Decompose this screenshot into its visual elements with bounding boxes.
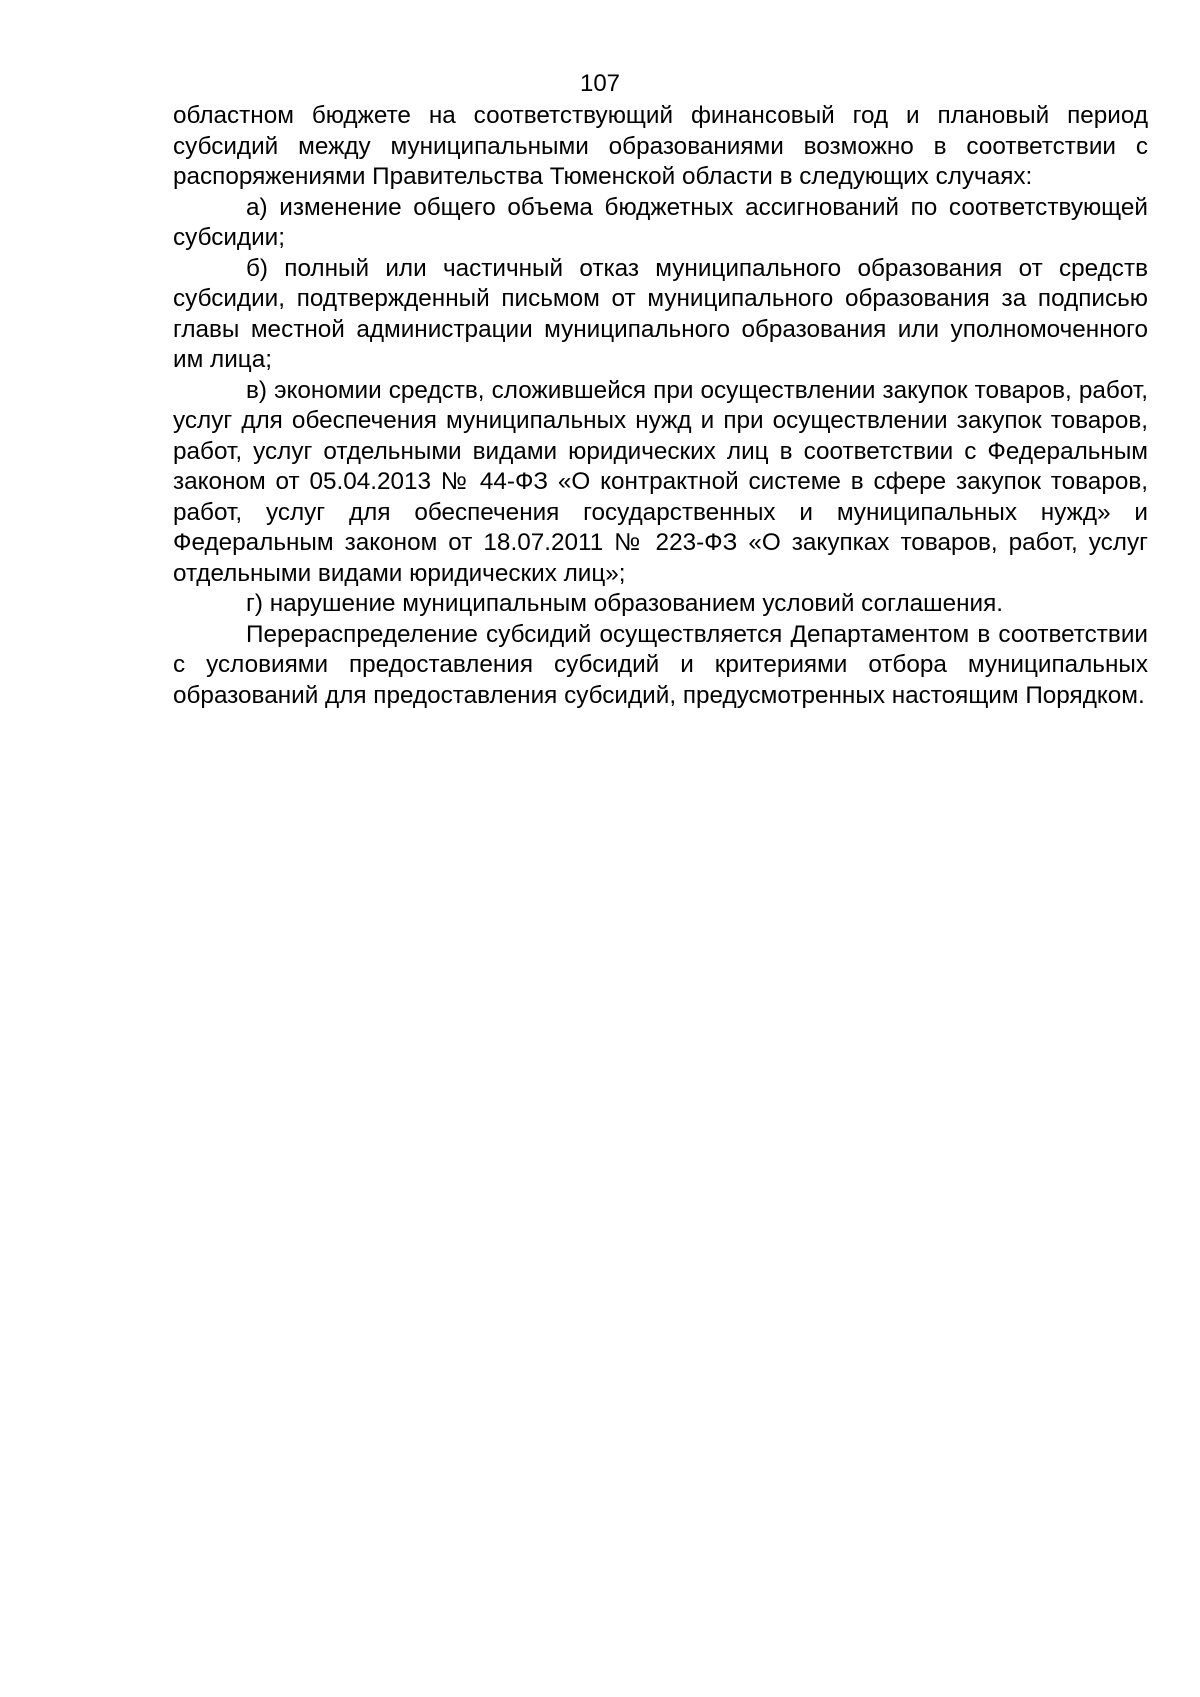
paragraph-continuation: областном бюджете на соответствующий финансовый год и плановый период субсидий между муниципальными образованиями возможно в соответствии с распоряжениями Правительства Тюменской области в следующих случаях: [173,102,1148,190]
paragraph-redistribution: Перераспределение субсидий осуществляется Департаментом в соответствии с условиями предоставления субсидий и критериями отбора муниципальных образований для предоставления субсидий, предусмотренных настоящим Порядком. [173,620,1148,709]
paragraph-item-g: г) нарушение муниципальным образованием условий соглашения. [246,590,1004,617]
paragraph-item-v: в) экономии средств, сложившейся при осуществлении закупок товаров, работ, услуг для обеспечения муниципальных нужд и при осуществлении закупок товаров, работ, услуг отдельными видами юридических лиц в соответствии с Федеральным законом от 05.04.2013 № 44-ФЗ «О контрактной системе в сфере закупок товаров, работ, услуг для обеспечения государственных и муниципальных нужд» и Федеральным законом от 18.07.2011 № 223-ФЗ «О закупках товаров, работ, услуг отдельными видами юридических лиц»; [173,376,1148,587]
paragraph-item-b: б) полный или частичный отказ муниципального образования от средств субсидии, подтвержденный письмом от муниципального образования за подписью главы местной администрации муниципального образования или уполномоченного им лица; [173,254,1148,373]
page-number: 107 [579,70,621,97]
paragraph-item-a: а) изменение общего объема бюджетных ассигнований по соответствующей субсидии; [173,193,1148,251]
document-body [173,101,1148,711]
